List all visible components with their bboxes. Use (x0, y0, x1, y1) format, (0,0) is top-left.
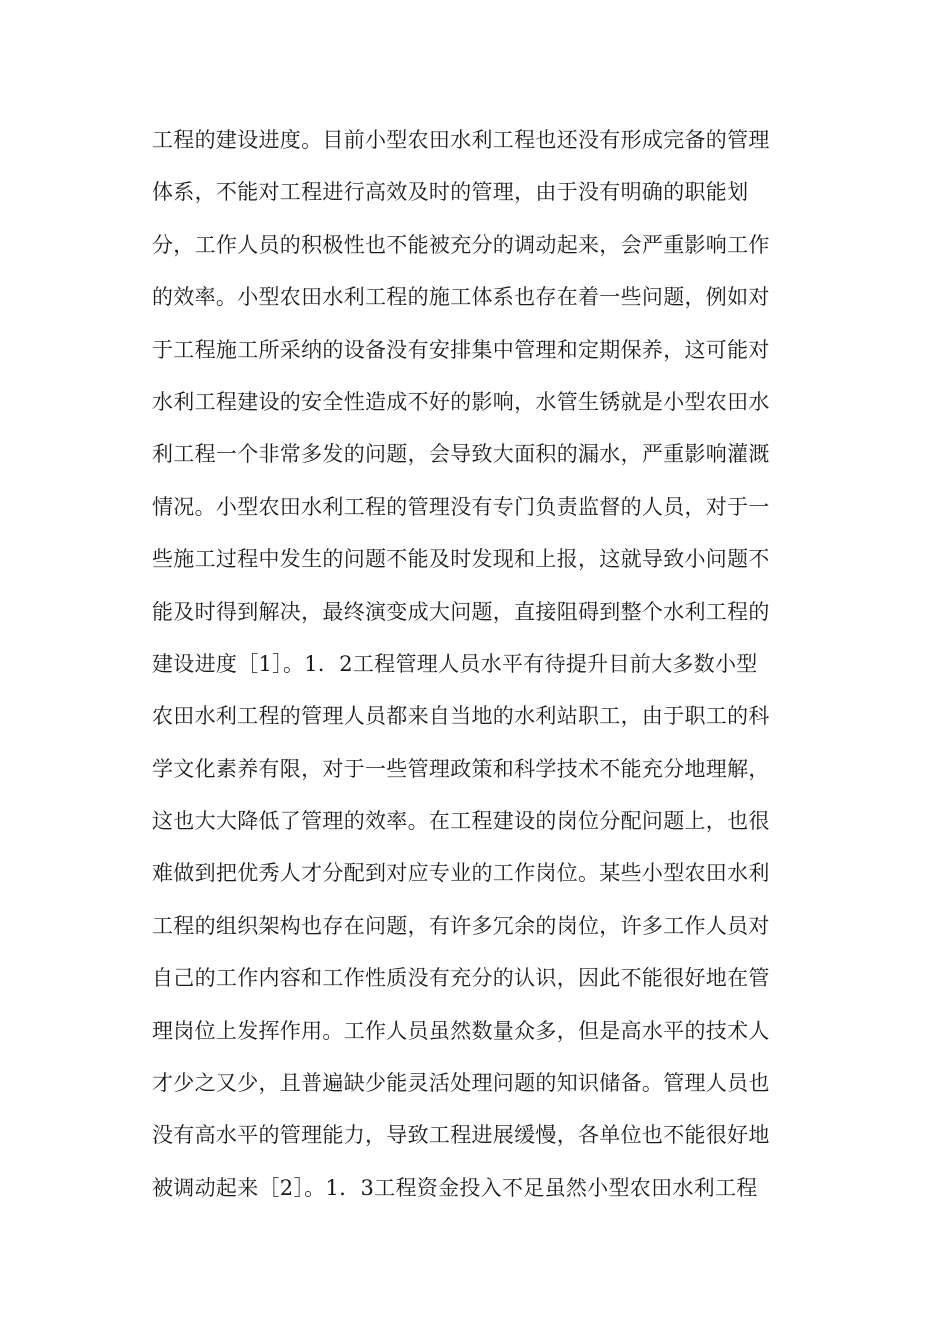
text-line: 工程的组织架构也存在问题，有许多冗余的岗位，许多工作人员对 (152, 913, 770, 938)
text-line: 能及时得到解决，最终演变成大问题，直接阻碍到整个水利工程的 (152, 599, 770, 624)
text-line: 工程的建设进度。目前小型农田水利工程也还没有形成完备的管理 (152, 128, 770, 152)
text-line: 体系，不能对工程进行高效及时的管理，由于没有明确的职能划 (152, 180, 749, 205)
text-line: 这也大大降低了管理的效率。在工程建设的岗位分配问题上，也很 (152, 809, 770, 834)
text-line: 建设进度［1］。1．2工程管理人员水平有待提升目前大多数小型 (152, 651, 758, 676)
text-line: 的效率。小型农田水利工程的施工体系也存在着一些问题，例如对 (152, 285, 770, 310)
body-text (152, 114, 812, 1214)
text-line: 理岗位上发挥作用。工作人员虽然数量众多，但是高水平的技术人 (152, 1018, 770, 1043)
text-line: 水利工程建设的安全性造成不好的影响，水管生锈就是小型农田水 (152, 389, 770, 414)
text-line: 才少之又少，且普遍缺少能灵活处理问题的知识储备。管理人员也 (152, 1071, 770, 1096)
text-line: 难做到把优秀人才分配到对应专业的工作岗位。某些小型农田水利 (152, 861, 770, 886)
text-line: 农田水利工程的管理人员都来自当地的水利站职工，由于职工的科 (152, 704, 770, 729)
text-line: 于工程施工所采纳的设备没有安排集中管理和定期保养，这可能对 (152, 337, 770, 362)
text-line: 没有高水平的管理能力，导致工程进展缓慢，各单位也不能很好地 (152, 1123, 770, 1148)
text-line: 情况。小型农田水利工程的管理没有专门负责监督的人员，对于一 (152, 494, 770, 519)
text-line: 利工程一个非常多发的问题，会导致大面积的漏水，严重影响灌溉 (152, 442, 770, 467)
text-line: 被调动起来［2］。1．3工程资金投入不足虽然小型农田水利工程 (152, 1175, 758, 1200)
text-line: 自己的工作内容和工作性质没有充分的认识，因此不能很好地在管 (152, 966, 770, 991)
text-line: 分，工作人员的积极性也不能被充分的调动起来，会严重影响工作 (152, 232, 770, 257)
text-line: 学文化素养有限，对于一些管理政策和科学技术不能充分地理解， (152, 756, 770, 781)
text-line: 些施工过程中发生的问题不能及时发现和上报，这就导致小问题不 (152, 547, 770, 572)
